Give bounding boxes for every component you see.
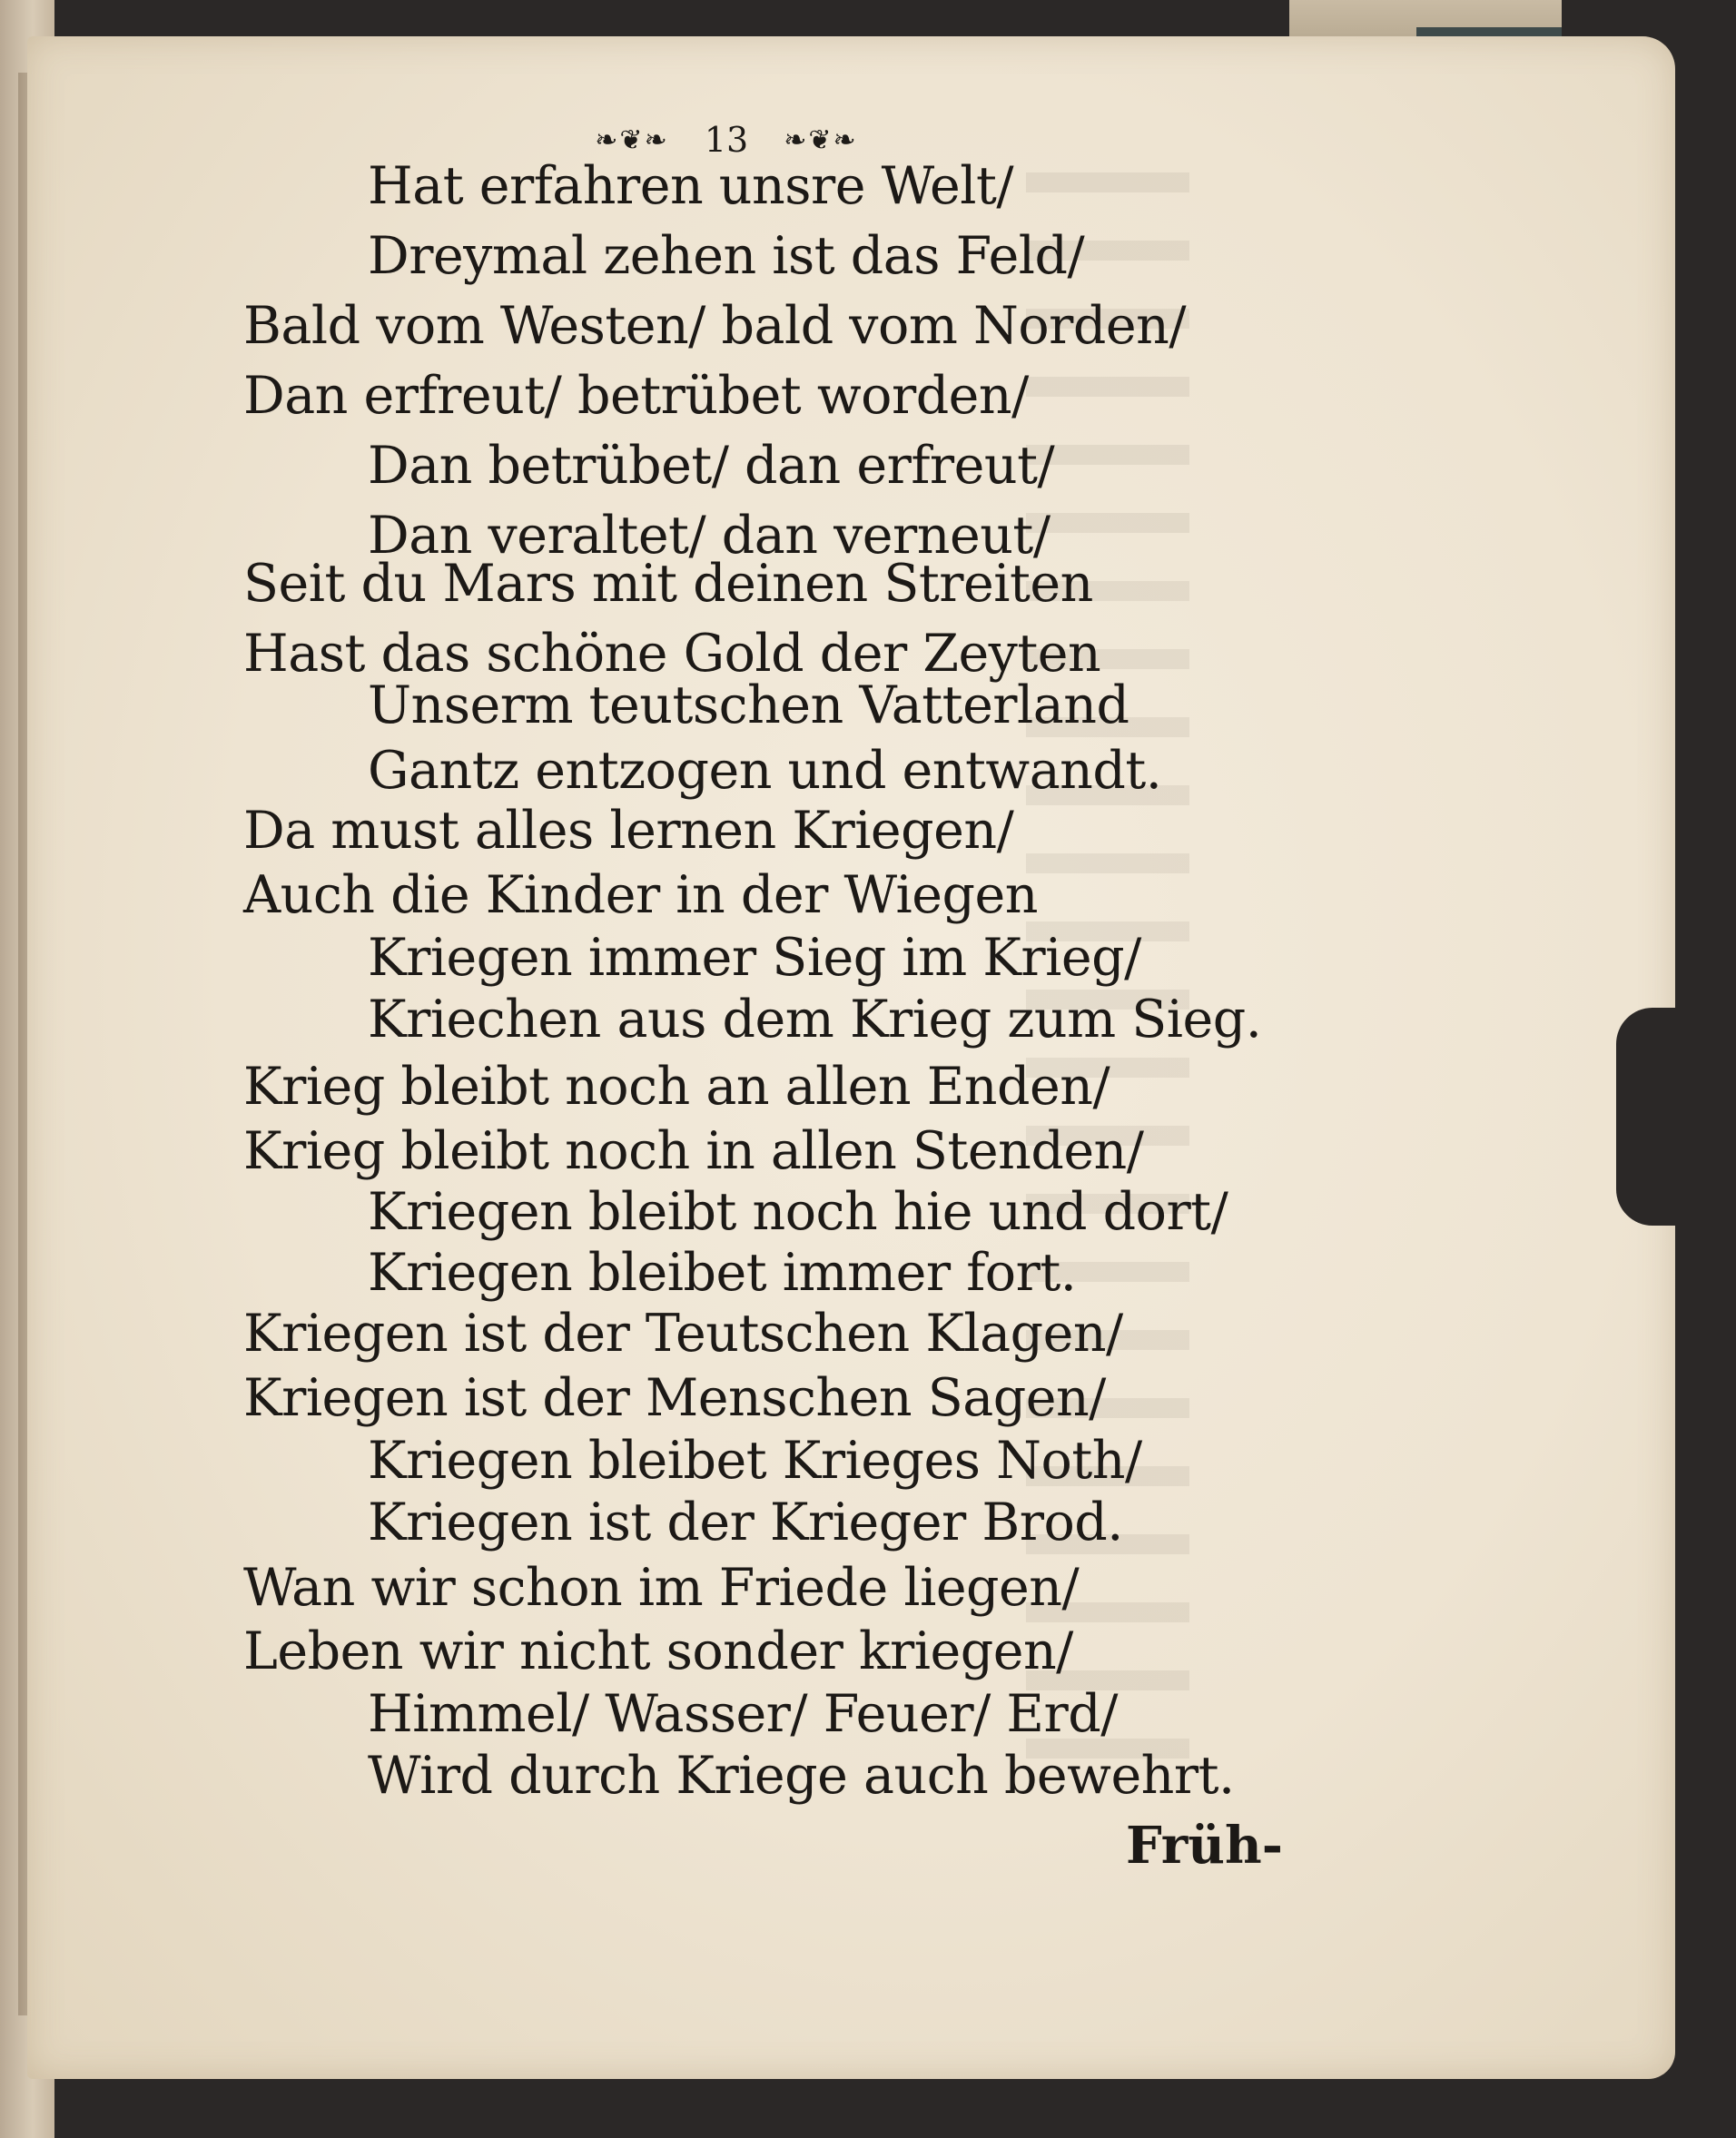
poem-line: Kriegen ist der Menschen Sagen/ [243, 1368, 1106, 1428]
poem-line: Himmel/ Wasser/ Feuer/ Erd/ [368, 1684, 1118, 1744]
poem-line: Kriegen bleibet immer fort. [368, 1243, 1077, 1303]
poem-line: Da must alles lernen Kriegen/ [243, 801, 1014, 861]
poem-line: Hast das schöne Gold der Zeyten [243, 624, 1101, 684]
poem-line: Unserm teutschen Vatterland [368, 675, 1129, 735]
poem-line: Kriechen aus dem Krieg zum Sieg. [368, 990, 1262, 1049]
poem-line: Leben wir nicht sonder kriegen/ [243, 1621, 1073, 1681]
poem-line: Kriegen ist der Teutschen Klagen/ [243, 1304, 1123, 1364]
poem-line: Dreymal zehen ist das Feld/ [368, 226, 1085, 286]
poem-line: Auch die Kinder in der Wiegen [243, 865, 1038, 925]
poem-line: Kriegen immer Sieg im Krieg/ [368, 928, 1141, 988]
ornament-left-icon: ❧❦❧ [595, 123, 669, 156]
poem-line: Kriegen ist der Krieger Brod. [368, 1493, 1123, 1552]
poem-line: Dan erfreut/ betrübet worden/ [243, 366, 1029, 426]
poem-line: Gantz entzogen und entwandt. [368, 741, 1162, 801]
poem-line: Seit du Mars mit deinen Streiten [243, 554, 1093, 614]
ornament-right-icon: ❧❦❧ [784, 123, 858, 156]
catchword: Früh- [1126, 1816, 1283, 1876]
poem-line: Hat erfahren unsre Welt/ [368, 156, 1014, 216]
poem-line: Wan wir schon im Friede liegen/ [243, 1558, 1080, 1618]
poem-line: Kriegen bleibet Krieges Noth/ [368, 1431, 1142, 1491]
poem-line: Krieg bleibt noch an allen Enden/ [243, 1057, 1110, 1117]
poem-line: Dan veraltet/ dan verneut/ [368, 506, 1050, 566]
poem-line: Kriegen bleibt noch hie und dort/ [368, 1182, 1228, 1242]
poem-line: Wird durch Kriege auch bewehrt. [368, 1746, 1235, 1806]
poem-line: Dan betrübet/ dan erfreut/ [368, 436, 1055, 496]
poem-line: Bald vom Westen/ bald vom Norden/ [243, 296, 1187, 356]
page-number: 13 [704, 120, 749, 160]
poem-line: Krieg bleibt noch in allen Stenden/ [243, 1121, 1144, 1181]
